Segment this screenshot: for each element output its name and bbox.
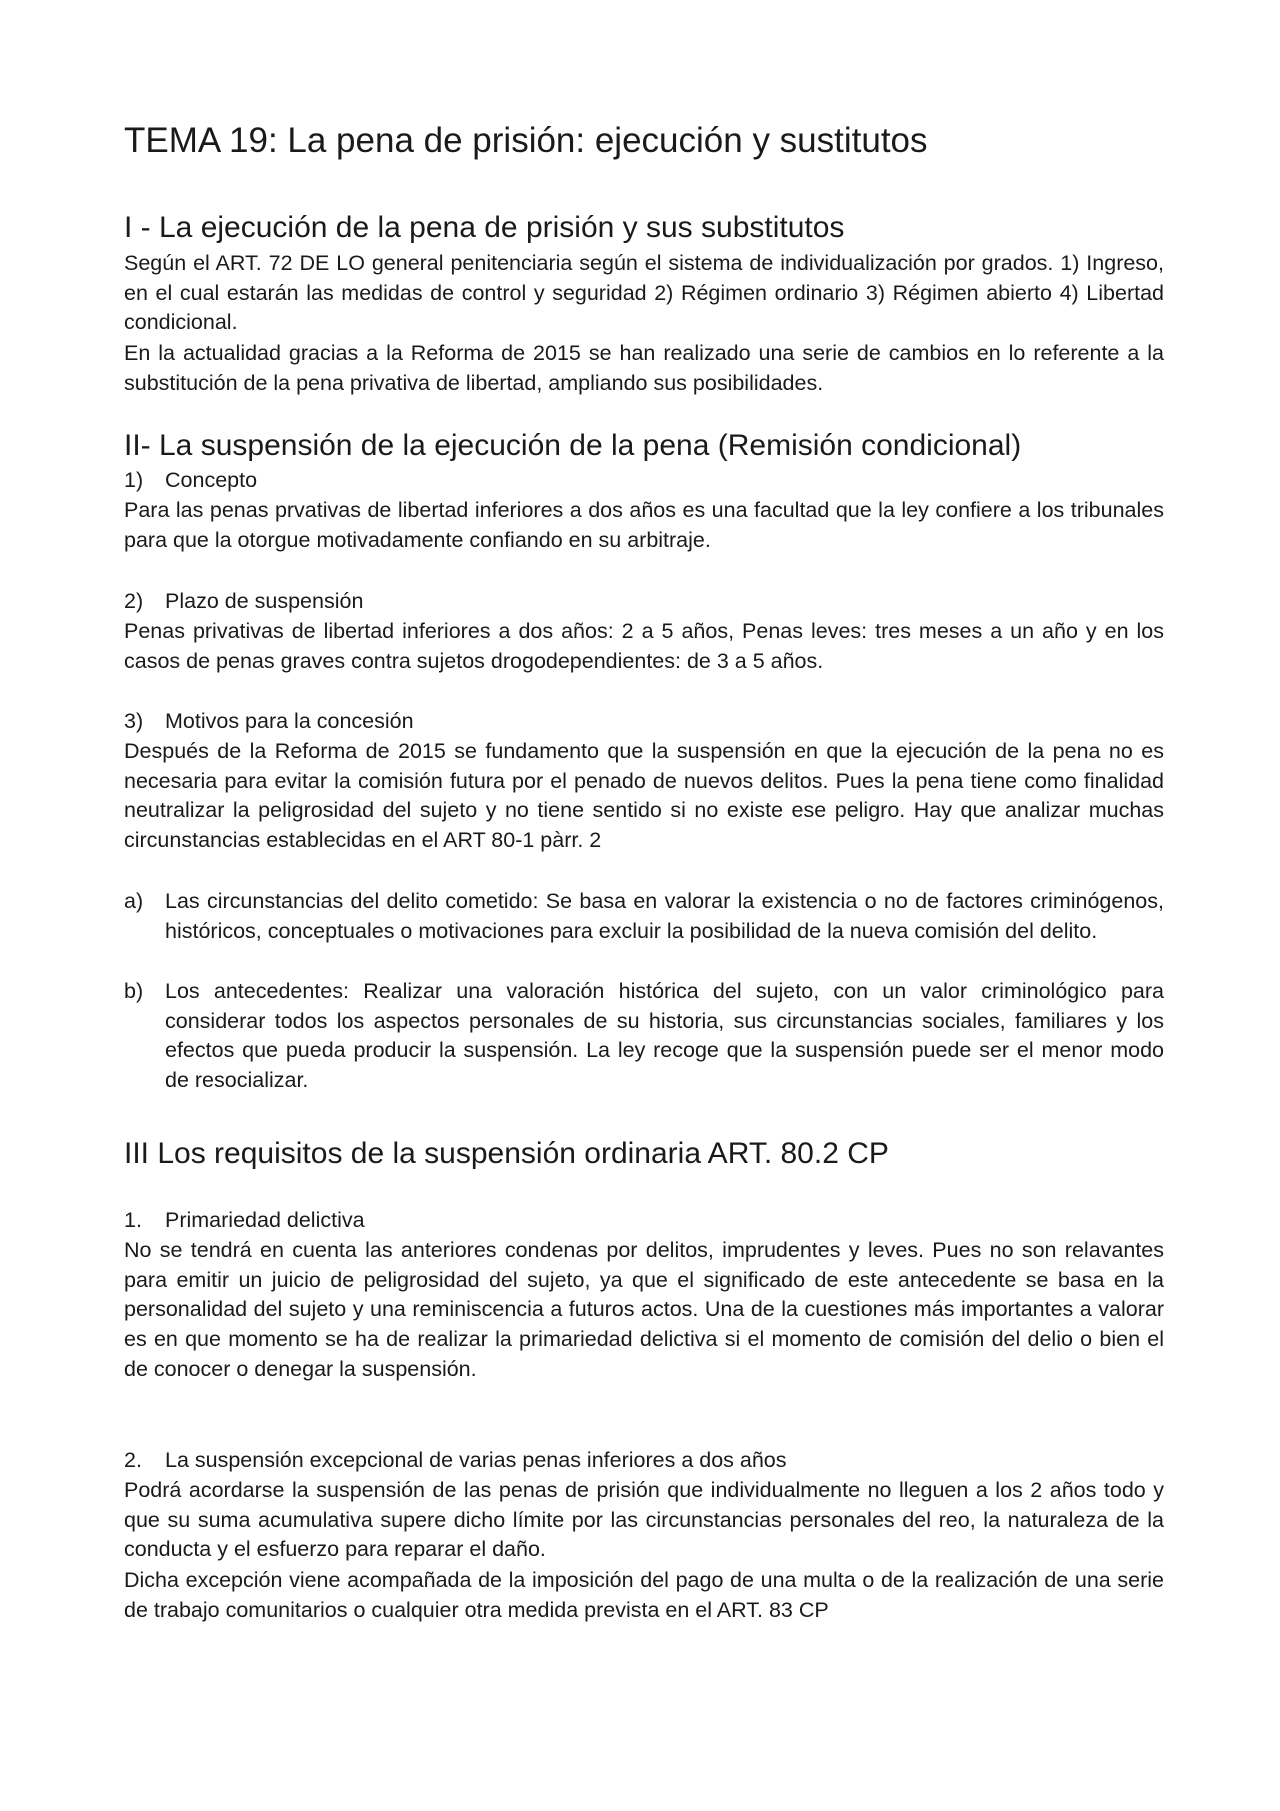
list-item-text: Los antecedentes: Realizar una valoración histórica del sujeto, con un valor criminológico para considerar todos los aspectos personales de su historia, sus circunstancias sociales, familiares y los efectos que pueda producir la suspensión. La ley recoge que la suspensión puede ser el menor modo de resocializar. [165,979,1164,1093]
subheading-number: 2. [124,1448,142,1472]
section-1-heading: I - La ejecución de la pena de prisión y sus substitutos [124,211,845,244]
list-marker: a) [124,889,144,913]
section-3-subheading-1 [124,1206,365,1236]
subheading-label: Motivos para la concesión [165,709,414,733]
subheading-label: Plazo de suspensión [165,589,364,613]
section-2-paragraph-motivos: Después de la Reforma de 2015 se fundamento que la suspensión en que la ejecución de la pena no es necesaria para evitar la comisión futura por el penado de nuevos delitos. Pues la pena tiene como finalidad neutralizar la peligrosidad del sujeto y no tiene sentido si no existe ese peligro. Hay que analizar muchas circunstancias establecidas en el ART 80-1 pàrr. 2 [124,739,1164,853]
section-1-paragraph-2: En la actualidad gracias a la Reforma de 2015 se han realizado una serie de cambios en lo referente a la substitución de la pena privativa de libertad, ampliando sus posibilidades. [124,341,1164,395]
section-2-paragraph-concepto: Para las penas prvativas de libertad inferiores a dos años es una facultad que la ley confiere a los tribunales para que la otorgue motivadamente confiando en su arbitraje. [124,498,1164,552]
section-2-paragraph-plazo: Penas privativas de libertad inferiores a dos años: 2 a 5 años, Penas leves: tres meses a un año y en los casos de penas graves contra sujetos drogodependientes: de 3 a 5 años. [124,619,1164,673]
section-3-paragraph-excepcional: Podrá acordarse la suspensión de las penas de prisión que individualmente no lleguen a los 2 años todo y que su suma acumulativa supere dicho límite por las circunstancias personales del reo, la naturaleza de la conducta y el esfuerzo para reparar el daño. [124,1478,1164,1562]
section-2-subheading-3 [124,707,414,737]
subheading-label: Concepto [165,468,258,492]
list-item-a [124,887,1164,946]
section-2-subheading-1 [124,466,257,496]
list-item-text: Las circunstancias del delito cometido: Se basa en valorar la existencia o no de factores criminógenos, históricos, conceptuales o motivaciones para excluir la posibilidad de la nueva comisión del delito. [165,889,1164,943]
subheading-number: 3) [124,709,144,733]
list-item-b [124,977,1164,1096]
list-marker: b) [124,979,144,1003]
subheading-number: 1) [124,468,144,492]
document-title: TEMA 19: La pena de prisión: ejecución y sustitutos [124,121,928,160]
section-3-paragraph-primariedad: No se tendrá en cuenta las anteriores condenas por delitos, imprudentes y leves. Pues no son relavantes para emitir un juicio de peligrosidad del sujeto, ya que el significado de este antecedente se basa en la personalidad del sujeto y una reminiscencia a futuros actos. Una de la cuestiones más importantes a valorar es en que momento se ha de realizar la primariedad delictiva si el momento de comisión del delio o bien el de conocer o denegar la suspensión. [124,1238,1164,1381]
section-2-subheading-2 [124,587,363,617]
section-3-heading: III Los requisitos de la suspensión ordinaria ART. 80.2 CP [124,1137,889,1170]
subheading-label: Primariedad delictiva [165,1208,365,1232]
subheading-number: 1. [124,1208,142,1232]
section-2-heading: II- La suspensión de la ejecución de la pena (Remisión condicional) [124,429,1022,462]
subheading-label: La suspensión excepcional de varias penas inferiores a dos años [165,1448,787,1472]
section-3-paragraph-multa: Dicha excepción viene acompañada de la imposición del pago de una multa o de la realización de una serie de trabajo comunitarios o cualquier otra medida prevista en el ART. 83 CP [124,1568,1164,1622]
section-1-paragraph-1: Según el ART. 72 DE LO general penitenciaria según el sistema de individualización por grados. 1) Ingreso, en el cual estarán las medidas de control y seguridad 2) Régimen ordinario 3) Régimen abierto 4) Libertad condicional. [124,251,1164,335]
section-3-subheading-2 [124,1446,787,1476]
subheading-number: 2) [124,589,144,613]
